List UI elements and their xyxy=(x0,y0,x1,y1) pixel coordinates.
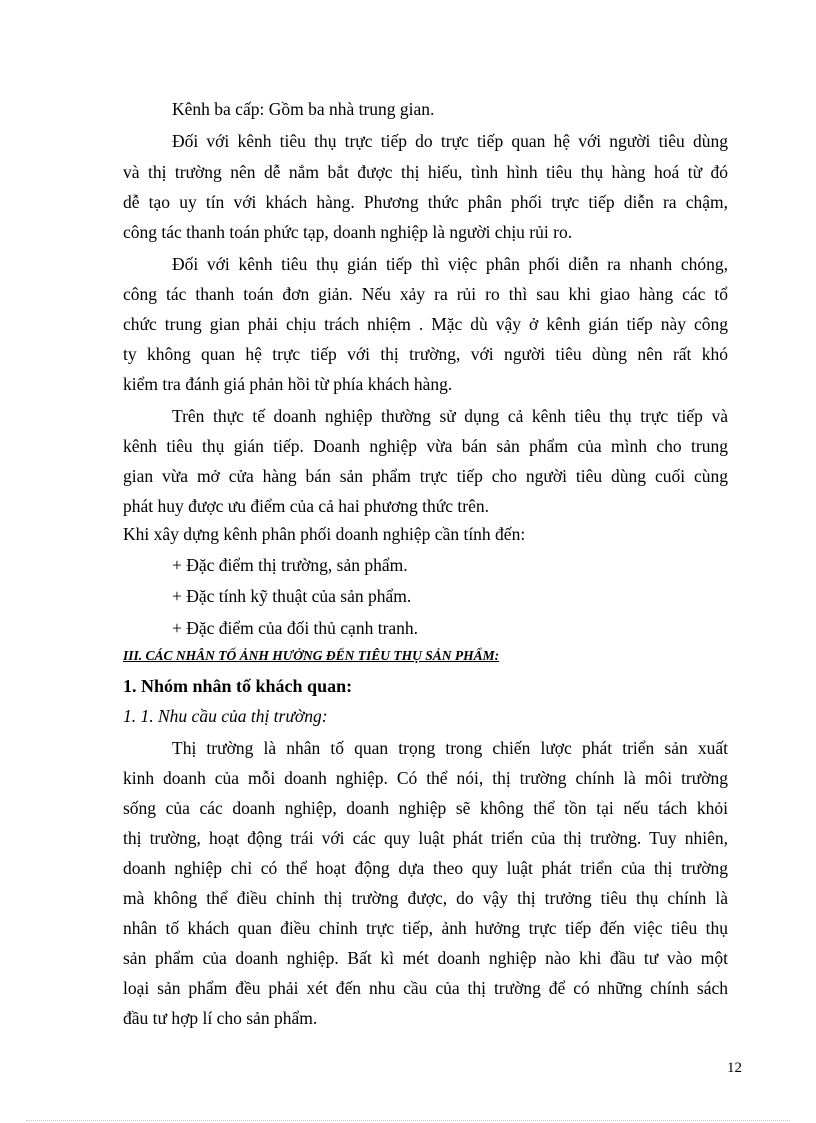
text-line: Khi xây dựng kênh phân phối doanh nghiệp cần tính đến: xyxy=(123,524,526,544)
text-line: kinh doanh của mỗi doanh nghiệp. Có thể nói, thị trường chính là môi trường xyxy=(123,768,728,788)
text-line: phát huy được ưu điểm của cả hai phương thức trên. xyxy=(123,496,489,516)
text-line: đầu tư hợp lí cho sản phẩm. xyxy=(123,1008,318,1028)
text-line: loại sản phẩm đều phải xét đến nhu cầu của thị trường để có những chính sách xyxy=(123,978,728,998)
bullet-item: + Đặc điểm của đối thủ cạnh tranh. xyxy=(172,618,419,638)
text-line: Đối với kênh tiêu thụ gián tiếp thì việc phân phối diễn ra nhanh chóng, xyxy=(172,254,728,274)
text-line: sản phẩm của doanh nghiệp. Bất kì mét doanh nghiệp nào khi đầu tư vào một xyxy=(123,948,728,968)
text-line: ty không quan hệ trực tiếp với thị trường, với người tiêu dùng nên rất khó xyxy=(123,344,728,364)
text-line: chức trung gian phải chịu trách nhiệm . Mặc dù vậy ở kênh gián tiếp này công xyxy=(123,314,728,334)
text-line: sống của các doanh nghiệp, doanh nghiệp sẽ không thể tồn tại nếu tách khỏi xyxy=(123,798,728,818)
text-line: dễ tạo uy tín với khách hàng. Phương thức phân phối trực tiếp diễn ra chậm, xyxy=(123,192,728,212)
page-number: 12 xyxy=(727,1060,742,1076)
text-line: Trên thực tế doanh nghiệp thường sử dụng cả kênh tiêu thụ trực tiếp và xyxy=(172,406,728,426)
text-line: kiểm tra đánh giá phản hồi từ phía khách hàng. xyxy=(123,374,453,394)
text-line: Kênh ba cấp: Gồm ba nhà trung gian. xyxy=(172,99,435,119)
text-line: công tác thanh toán phức tạp, doanh nghiệp là người chịu rủi ro. xyxy=(123,222,573,242)
text-line: công tác thanh toán đơn giản. Nếu xảy ra rủi ro thì sau khi giao hàng các tổ xyxy=(123,284,728,304)
text-line: Thị trường là nhân tố quan trọng trong chiến lược phát triển sản xuất xyxy=(172,738,728,758)
text-line: gian vừa mở cửa hàng bán sản phẩm trực tiếp cho người tiêu dùng cuối cùng xyxy=(123,466,728,486)
text-line: và thị trường nên dễ nắm bắt được thị hiếu, tình hình tiêu thụ hàng hoá từ đó xyxy=(123,162,728,182)
section-heading-iii: III. CÁC NHÂN TỐ ẢNH HƯỞNG ĐẾN TIÊU THỤ SẢN PHẨM: xyxy=(123,648,500,663)
text-line: Đối với kênh tiêu thụ trực tiếp do trực tiếp quan hệ với người tiêu dùng xyxy=(172,131,728,151)
page-border-dotted xyxy=(26,1120,790,1121)
text-line: thị trường, hoạt động trái với các quy luật phát triển của thị trường. Tuy nhiên, xyxy=(123,828,728,848)
text-line: mà không thể điều chỉnh thị trường được, do vậy thị trưởng tiêu thụ chính là xyxy=(123,888,728,908)
text-line: nhân tố khách quan điều chỉnh trực tiếp, ảnh hưởng trực tiếp đến việc tiêu thụ xyxy=(123,918,728,938)
bullet-item: + Đặc tính kỹ thuật của sản phẩm. xyxy=(172,586,412,606)
section-heading-1: 1. Nhóm nhân tố khách quan: xyxy=(123,676,353,696)
bullet-item: + Đặc điểm thị trường, sản phẩm. xyxy=(172,555,408,575)
text-line: doanh nghiệp chỉ có thể hoạt động dựa theo quy luật phát triển của thị trường xyxy=(123,858,728,878)
subsection-heading-1-1: 1. 1. Nhu cầu của thị trường: xyxy=(123,706,328,726)
text-line: kênh tiêu thụ gián tiếp. Doanh nghiệp vừa bán sản phẩm của mình cho trung xyxy=(123,436,728,456)
